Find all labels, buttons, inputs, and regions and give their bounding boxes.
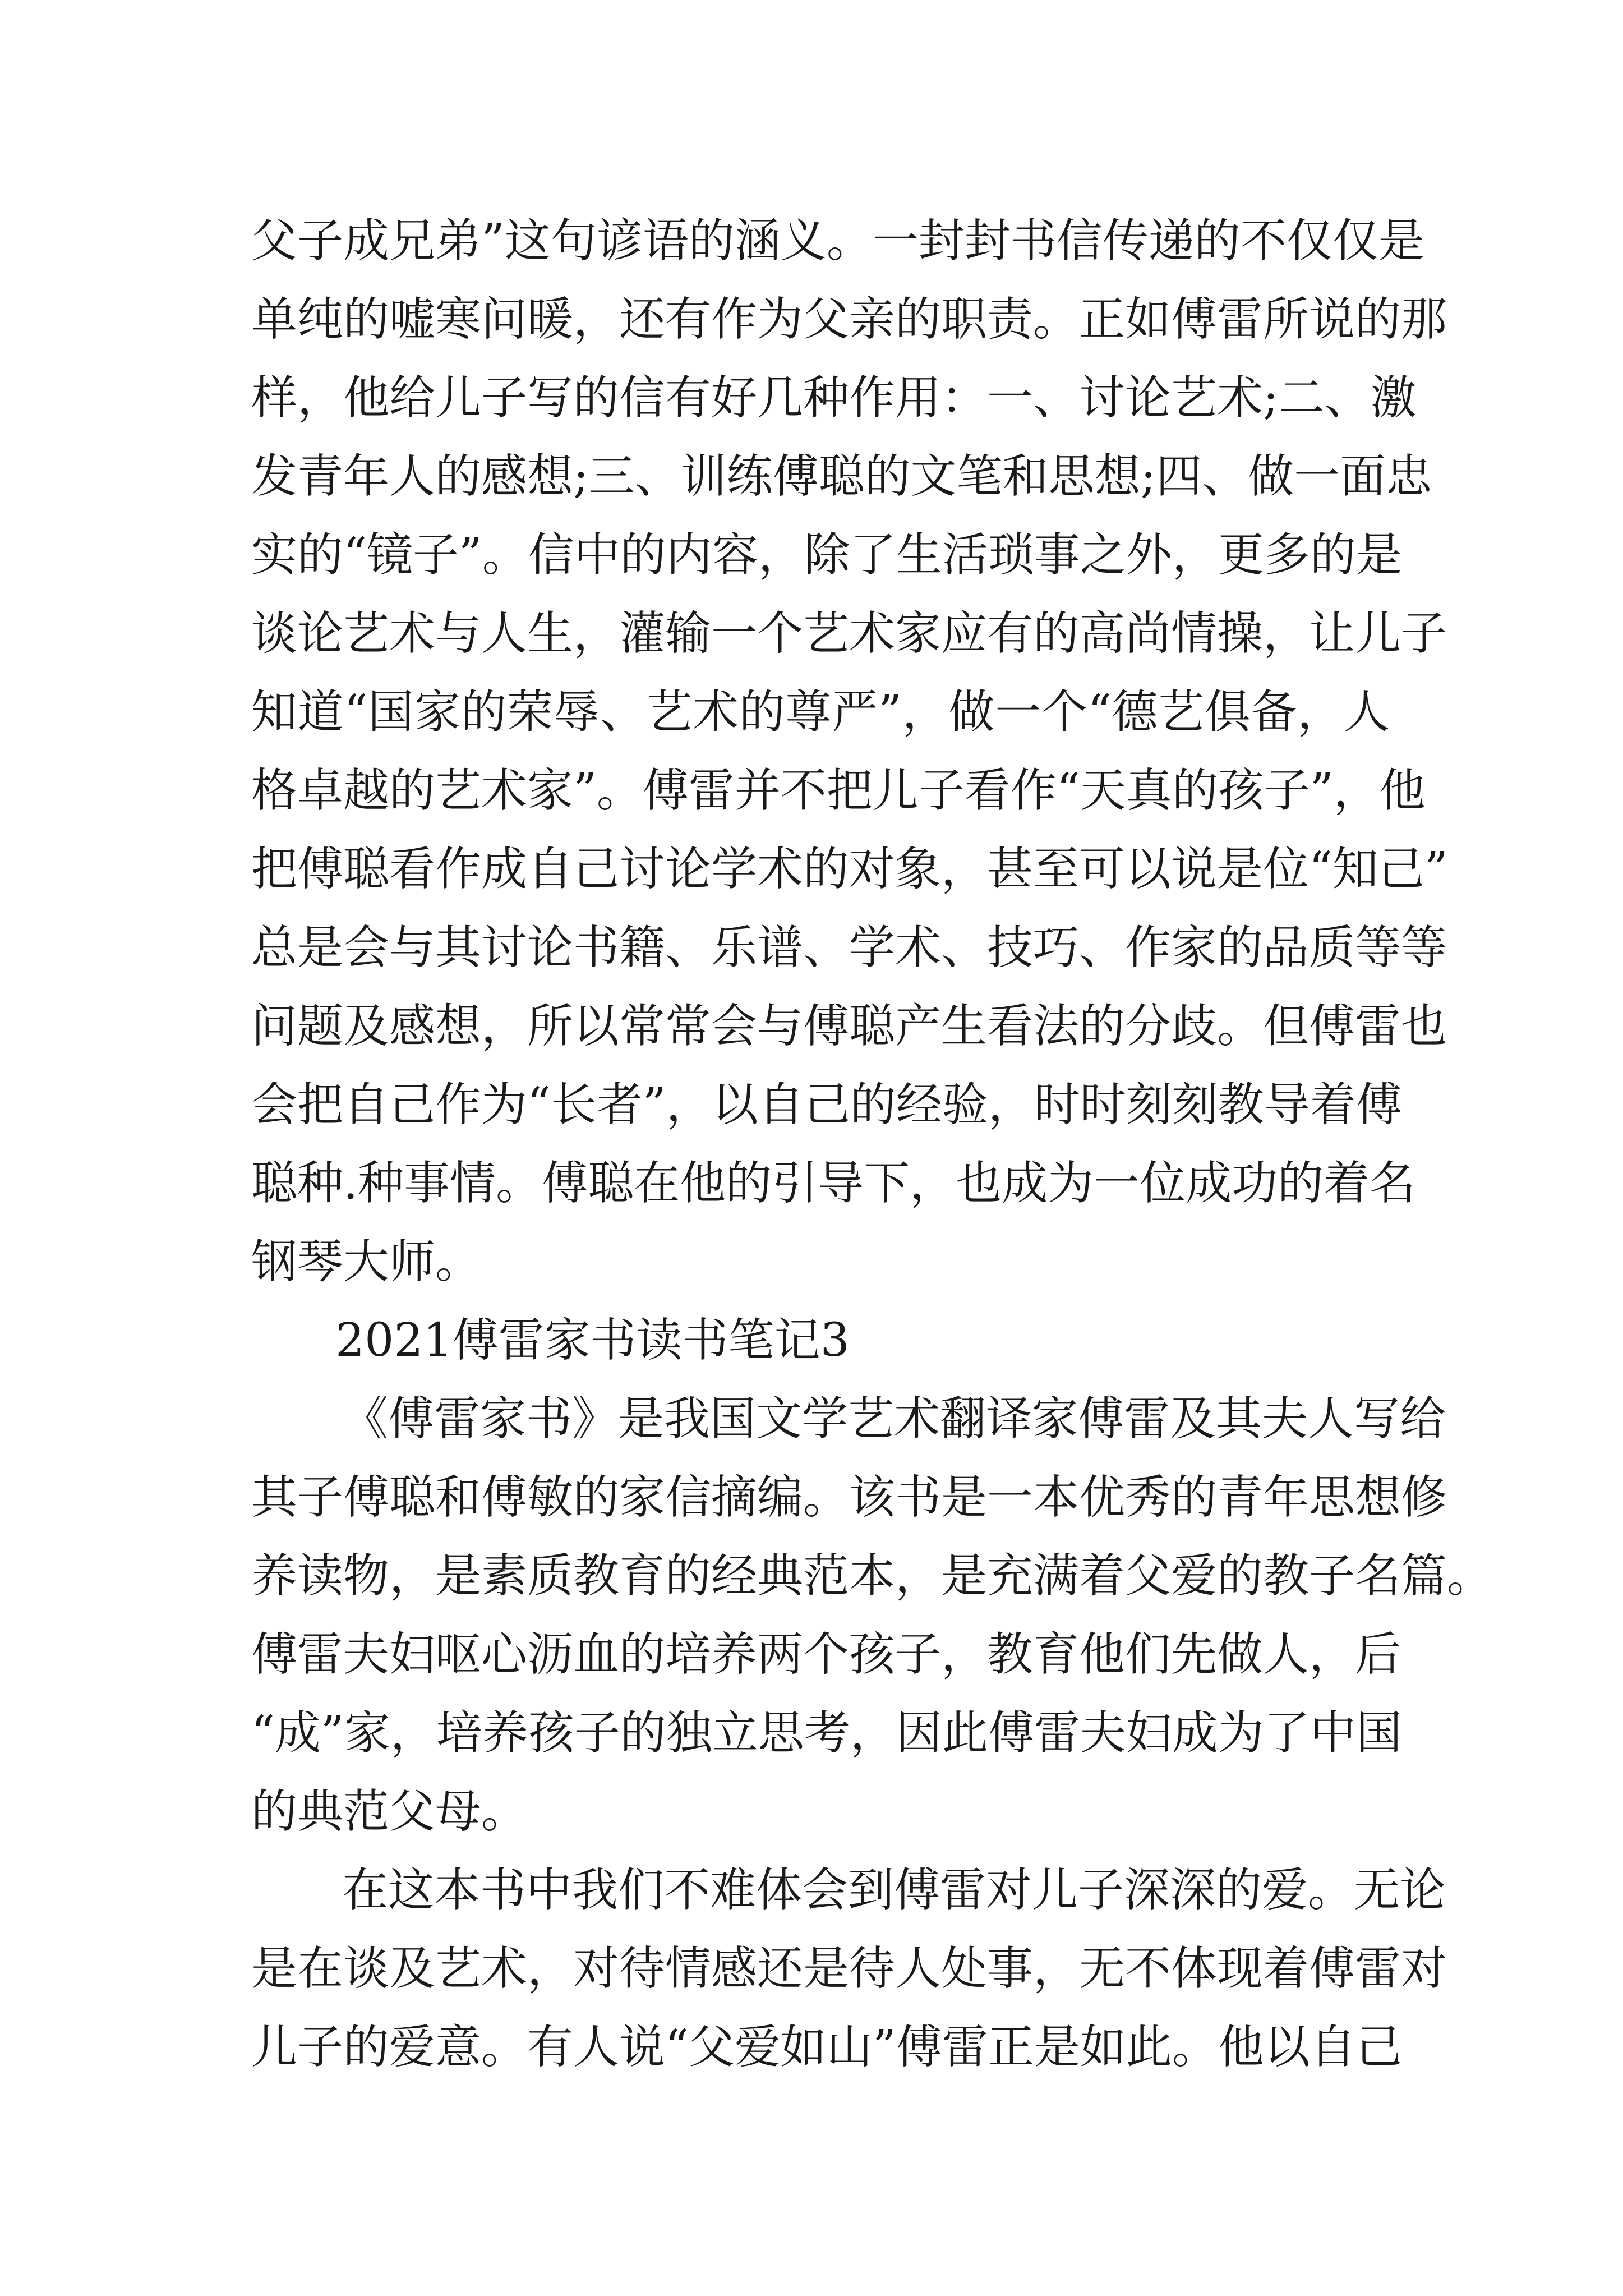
section-heading: 2021傅雷家书读书笔记3 bbox=[335, 1314, 850, 1367]
text-line: 会把自己作为“长者”，以自己的经验，时时刻刻教导着傅 bbox=[251, 1078, 1402, 1131]
text-line: 是在谈及艺术，对待情感还是待人处事，无不体现着傅雷对 bbox=[251, 1942, 1447, 1995]
text-line: 格卓越的艺术家”。傅雷并不把儿子看作“天真的孩子”，他 bbox=[251, 764, 1426, 817]
text-line: 父子成兄弟”这句谚语的涵义。一封封书信传递的不仅仅是 bbox=[251, 214, 1424, 268]
text-line: 聪种.种事情。傅聪在他的引导下，也成为一位成功的着名 bbox=[251, 1157, 1416, 1210]
text-line: 儿子的爱意。有人说“父爱如山”傅雷正是如此。他以自己 bbox=[251, 2021, 1402, 2074]
text-line: 总是会与其讨论书籍、乐谱、学术、技巧、作家的品质等等 bbox=[251, 921, 1447, 974]
text-line: 傅雷夫妇呕心沥血的培养两个孩子，教育他们先做人，后 bbox=[251, 1628, 1401, 1681]
document-body bbox=[251, 202, 1493, 2087]
text-line: 实的“镜子”。信中的内容，除了生活琐事之外，更多的是 bbox=[251, 528, 1402, 582]
text-line: 谈论艺术与人生，灌输一个艺术家应有的高尚情操，让儿子 bbox=[251, 607, 1447, 660]
text-line: 其子傅聪和傅敏的家信摘编。该书是一本优秀的青年思想修 bbox=[251, 1471, 1447, 1524]
text-line: 钢琴大师。 bbox=[251, 1235, 482, 1289]
text-line: 发青年人的感想;三、训练傅聪的文笔和思想;四、做一面忠 bbox=[251, 450, 1432, 503]
text-line: 知道“国家的荣辱、艺术的尊严”，做一个“德艺俱备，人 bbox=[251, 685, 1390, 739]
text-line: 问题及感想，所以常常会与傅聪产生看法的分歧。但傅雷也 bbox=[251, 1000, 1447, 1053]
text-line: 在这本书中我们不难体会到傅雷对儿子深深的爱。无论 bbox=[342, 1864, 1446, 1917]
text-line: “成”家，培养孩子的独立思考，因此傅雷夫妇成为了中国 bbox=[251, 1706, 1402, 1760]
text-line: 《傅雷家书》是我国文学艺术翻译家傅雷及其夫人写给 bbox=[342, 1392, 1446, 1446]
text-line: 养读物，是素质教育的经典范本，是充满着父爱的教子名篇。 bbox=[251, 1549, 1493, 1603]
text-line: 的典范父母。 bbox=[251, 1785, 528, 1838]
text-line: 单纯的嘘寒问暖，还有作为父亲的职责。正如傅雷所说的那 bbox=[251, 293, 1447, 346]
text-line: 把傅聪看作成自己讨论学术的对象，甚至可以说是位“知己” bbox=[251, 843, 1448, 896]
text-line: 样，他给儿子写的信有好几种作用：一、讨论艺术;二、激 bbox=[251, 371, 1417, 425]
